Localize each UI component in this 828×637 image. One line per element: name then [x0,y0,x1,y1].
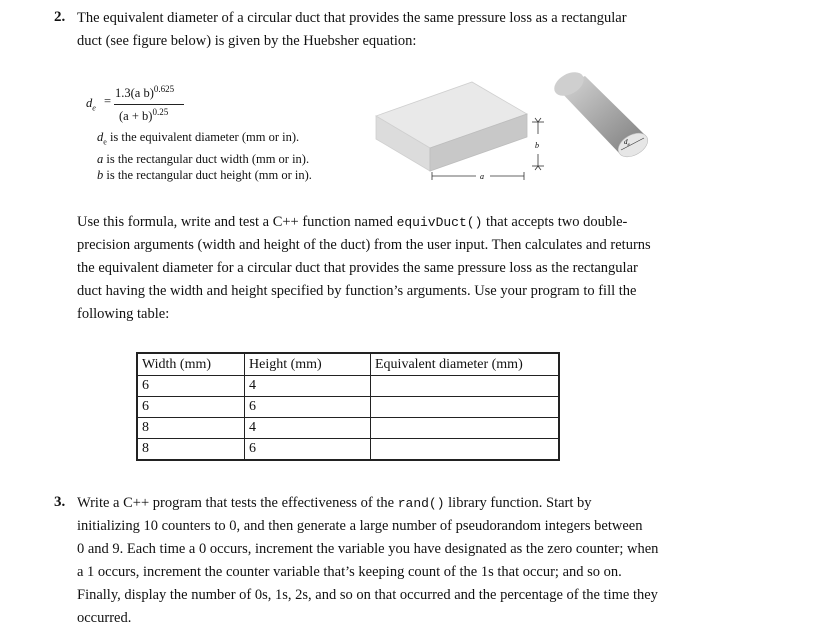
question-2-number: 2. [54,9,66,25]
definition-a: a is the rectangular duct width (mm or in). [97,151,310,166]
intro-line: The equivalent diameter of a circular duct that provides the same pressure loss as a rectangular [77,10,627,26]
label-de: $d_e$ [624,138,630,148]
header-height: Height (mm) [245,353,371,376]
definition-b: b is the rectangular duct height (mm or in). [97,167,312,182]
cell-height: 4 [245,418,371,439]
duct-table [136,352,560,461]
table-row [137,397,559,418]
body-line: following table: [77,306,170,322]
body-line: the equivalent diameter for a circular duct that provides the same pressure loss as the rectangular [77,260,638,276]
table-row [137,418,559,439]
formula-lhs: $d_e$ [86,96,96,113]
body-line: precision arguments (width and height of the duct) from the user input. Then calculates and returns [77,237,651,253]
body-line: 0 and 9. Each time a 0 occurs, increment the variable you have designated as the zero counter; when [77,541,659,557]
question-2-body [77,211,657,326]
formula-denominator: $(a + b)^{0.25}$ [119,107,169,124]
formula-numerator: 1.3(a b)$^{0.625}$ [115,84,175,101]
header-width: Width (mm) [137,353,245,376]
body-line: Use this formula, write and test a C++ function named equivDuct() that accepts two double- [77,214,628,230]
question-2-intro [77,7,657,53]
cell-equivalent-diameter[interactable] [371,397,560,418]
circular-duct [550,68,652,162]
header-equivalent-diameter: Equivalent diameter (mm) [371,353,560,376]
label-b: b [535,141,539,150]
body-line: a 1 occurs, increment the counter variable that’s keeping count of the 1s that occur; and so on. [77,564,622,580]
body-line: Write a C++ program that tests the effectiveness of the rand() library function. Start by [77,495,592,511]
cell-width: 6 [137,376,245,397]
variable-definitions [97,129,312,183]
cell-height: 4 [245,376,371,397]
body-line: initializing 10 counters to 0, and then generate a large number of pseudorandom integers between [77,518,643,534]
duct-figure [372,68,672,188]
intro-line: duct (see figure below) is given by the Huebsher equation: [77,33,417,49]
label-a: a [480,172,484,181]
definition-de: $d_e$ is the equivalent diameter (mm or in). [97,130,300,147]
cell-equivalent-diameter[interactable] [371,418,560,439]
table-header-row [137,353,559,376]
formula-equals: = [104,94,112,108]
body-line: duct having the width and height specified by function’s arguments. Use your program to fill the [77,283,637,299]
question-3-body [77,492,657,630]
rectangular-duct [376,82,527,171]
cell-width: 6 [137,397,245,418]
table-row [137,376,559,397]
cell-equivalent-diameter[interactable] [371,376,560,397]
cell-equivalent-diameter[interactable] [371,439,560,461]
rand-function-code: rand() [397,496,445,511]
dimension-a [432,172,524,180]
cell-height: 6 [245,397,371,418]
huebsher-formula [86,84,196,126]
cell-width: 8 [137,439,245,461]
cell-height: 6 [245,439,371,461]
fraction-bar [114,104,184,105]
function-name-code: equivDuct() [396,215,483,230]
table-row [137,439,559,461]
cell-width: 8 [137,418,245,439]
body-line: Finally, display the number of 0s, 1s, 2s, and so on that occurred and the percentage of the time they [77,587,658,603]
body-line: occurred. [77,610,132,626]
question-3-number: 3. [54,494,66,510]
